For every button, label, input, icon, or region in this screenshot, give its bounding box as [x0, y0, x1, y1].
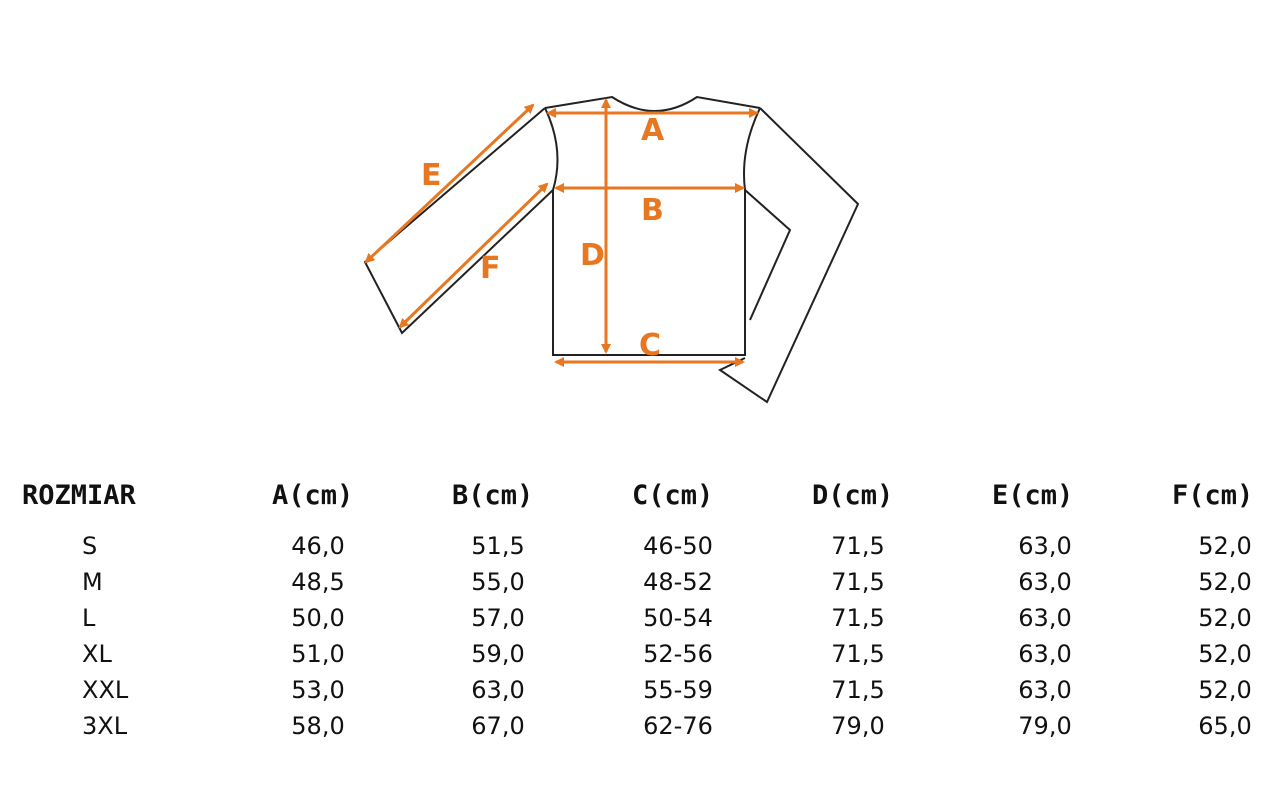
cell-d: 71,5	[831, 568, 885, 596]
cell-e: 63,0	[1018, 532, 1072, 560]
cell-d: 71,5	[831, 604, 885, 632]
cell-e: 63,0	[1018, 568, 1072, 596]
cell-size: XXL	[82, 676, 129, 704]
cell-e: 63,0	[1018, 676, 1072, 704]
cell-f: 65,0	[1198, 712, 1252, 740]
cell-d: 71,5	[831, 676, 885, 704]
cell-b: 59,0	[471, 640, 525, 668]
cell-c: 55-59	[643, 676, 713, 704]
label-f: F	[480, 251, 501, 286]
cell-c: 46-50	[643, 532, 713, 560]
cell-size: 3XL	[82, 712, 128, 740]
header-d: D(cm)	[812, 480, 894, 511]
cell-a: 51,0	[291, 640, 345, 668]
cell-size: XL	[82, 640, 112, 668]
cell-f: 52,0	[1198, 640, 1252, 668]
arrow-e	[366, 105, 533, 262]
label-c: C	[639, 328, 662, 363]
cell-size: S	[82, 532, 98, 560]
cell-b: 57,0	[471, 604, 525, 632]
cell-a: 46,0	[291, 532, 345, 560]
cell-e: 63,0	[1018, 604, 1072, 632]
label-b: B	[641, 193, 664, 228]
cell-c: 52-56	[643, 640, 713, 668]
header-f: F(cm)	[1172, 480, 1254, 511]
cell-c: 48-52	[643, 568, 713, 596]
label-e: E	[421, 158, 442, 193]
cell-f: 52,0	[1198, 568, 1252, 596]
cell-b: 63,0	[471, 676, 525, 704]
cell-f: 52,0	[1198, 532, 1252, 560]
cell-f: 52,0	[1198, 676, 1252, 704]
cell-b: 51,5	[471, 532, 525, 560]
cell-a: 50,0	[291, 604, 345, 632]
header-size: ROZMIAR	[22, 480, 136, 511]
cell-b: 67,0	[471, 712, 525, 740]
cell-a: 48,5	[291, 568, 345, 596]
cell-e: 63,0	[1018, 640, 1072, 668]
cell-a: 58,0	[291, 712, 345, 740]
cell-e: 79,0	[1018, 712, 1072, 740]
cell-d: 71,5	[831, 532, 885, 560]
header-a: A(cm)	[272, 480, 354, 511]
cell-c: 62-76	[643, 712, 713, 740]
label-a: A	[641, 113, 665, 148]
header-b: B(cm)	[452, 480, 534, 511]
label-d: D	[580, 238, 605, 273]
arrow-f	[400, 184, 547, 327]
cell-c: 50-54	[643, 604, 713, 632]
cell-b: 55,0	[471, 568, 525, 596]
cell-size: M	[82, 568, 103, 596]
cell-f: 52,0	[1198, 604, 1252, 632]
garment-outline	[365, 97, 858, 402]
cell-size: L	[82, 604, 96, 632]
cell-d: 79,0	[831, 712, 885, 740]
measurement-arrows	[366, 100, 757, 362]
header-e: E(cm)	[992, 480, 1074, 511]
cell-d: 71,5	[831, 640, 885, 668]
cell-a: 53,0	[291, 676, 345, 704]
header-c: C(cm)	[632, 480, 714, 511]
